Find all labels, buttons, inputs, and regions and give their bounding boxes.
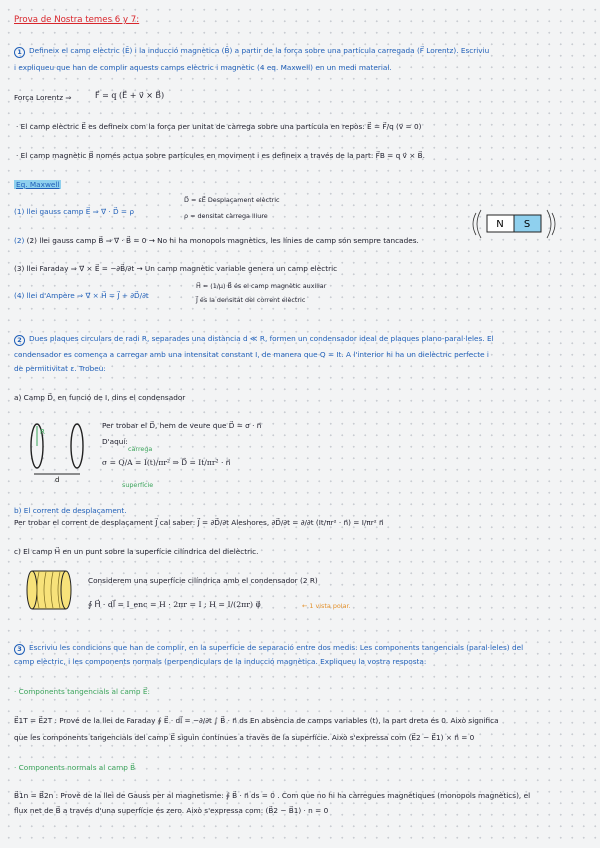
capacitor-plates-diagram [22, 420, 92, 482]
q2b-line: Per trobar el corrent de desplaçament J⃗ cal saber: J⃗ = ∂D⃗/∂t Aleshores, ∂D⃗/∂t = ∂/∂t (It/πr² · n⃗) = I/πr² n⃗ [14, 518, 384, 527]
maxwell-eq-1-note-a: D⃗ = εE⃗ Desplaçament elèctric [184, 196, 280, 204]
q2b-title: b) El corrent de desplaçament. [14, 506, 127, 515]
q3-electric-heading: · Components tangencials al camp E⃗: [14, 687, 150, 696]
maxwell-eq-4-note-a: H⃗ = (1/μ) B⃗ és el camp magnètic auxiliar [196, 282, 327, 290]
q2-intro-line3: de permitivitat ε. Trobeu: [14, 364, 106, 373]
magnet-south-label: S [523, 219, 531, 230]
q2a-note-surface: superfície [122, 481, 154, 489]
q3-number-badge: 3 [14, 644, 25, 655]
maxwell-title: Eq. Maxwell [16, 180, 60, 189]
q2c-note: ← 1 vista polar. [302, 602, 351, 610]
page-title: Prova de Nostra temes 6 y 7: [14, 15, 140, 25]
q3-magnetic-line2: flux net de B⃗ a través d'una superfície és zero. Això s'expressa com: (B⃗2 − B⃗1) · n = 0 [14, 806, 329, 815]
q1-intro-line2: i expliqueu que han de complir aquests camps elèctric i magnètic (4 eq. Maxwell) en un medi material. [14, 63, 392, 72]
magnet-north-label: N [496, 219, 504, 230]
maxwell-eq-4: (4) llei d'Ampère ⇒ ∇⃗ × H⃗ = J⃗ + ∂D⃗/∂t [14, 291, 149, 300]
maxwell-eq-2: (2) (2) llei gauss camp B⃗ ⇒ ∇⃗ · B⃗ = 0 → No hi ha monopols magnètics, les línies de camp són sempre tancades. [14, 236, 419, 245]
maxwell-eq-3: (3) llei Faraday ⇒ ∇⃗ × E⃗ = −∂B⃗/∂t → Un camp magnètic variable genera un camp elèctric [14, 264, 338, 273]
q2a-equation: σ = Q/A = I(t)/πr² ⇒ D⃗ = It/πr² · n⃗ [102, 458, 231, 467]
maxwell-eq-1: (1) llei gauss camp E⃗ ⇒ ∇⃗ · D⃗ = ρ [14, 207, 134, 216]
q2a-note-charge: càrrega [128, 445, 153, 453]
lorentz-label: Força Lorentz ⇒ [14, 93, 72, 102]
q2-intro-line2: condensador es comença a carregar amb una intensitat constant I, de manera que Q = It. A l'interior hi ha un dielèctric perfecte i [14, 350, 489, 359]
q3-electric-line2: que les components tangencials del camp E⃗ siguin contínues a través de la superfície. Això s'expressa com (E⃗2 − E⃗1) × n⃗ = 0 [14, 733, 475, 742]
q3-magnetic-heading: · Components normals al camp B⃗ [14, 763, 136, 772]
plate-radius-label: R [40, 428, 45, 436]
q3-intro-line2: camp elèctric, i les components normals (perpendiculars de la inducció magnètica. Expliqueu la vostra resposta: [14, 657, 427, 666]
magnet-diagram [470, 205, 558, 243]
maxwell-eq-1-note-b: ρ = densitat càrrega lliure [184, 212, 268, 220]
q3-electric-line1: E⃗1T = E⃗2T : Prové de la llei de Faraday ∮ E⃗ · dl⃗ = −∂/∂t ∫ B⃗ · n⃗ ds En absència de camps variables (t), la part dreta és 0. Això significa [14, 716, 499, 725]
lorentz-equation: F⃗ = q (E⃗ + v⃗ × B⃗) [95, 91, 165, 100]
q3-magnetic-line1: B⃗1n = B⃗2n : Prové de la llei de Gauss per al magnetisme: ∮ B⃗ · n⃗ ds = 0 . Com que no hi ha càrregues magnètiques (monopols magnètics), el [14, 791, 531, 800]
q2-intro-line1: 2 Dues plaques circulars de radi R, separades una distància d ≪ R, formen un condensador ideal de plaques plano-paral·leles. El [14, 334, 494, 346]
q2a-title: a) Camp D⃗, en funció de I, dins el condensador [14, 393, 186, 402]
maxwell-eq-4-note-b: J⃗ és la densitat del corrent elèctric [196, 296, 306, 304]
plate-distance-label: d [55, 476, 60, 482]
q1-intro-line1: 1 Defineix el camp elèctric (Ē) i la inducció magnètica (B̄) a partir de la força sobre una partícula carregada (F⃗ Lorentz). Escriviu [14, 46, 489, 58]
q2-number-badge: 2 [14, 335, 25, 346]
q2a-line2: D'aquí: [102, 437, 128, 446]
cylinder-diagram [26, 567, 76, 613]
q1-number-badge: 1 [14, 47, 25, 58]
magnetic-field-definition: · El camp magnètic B⃗ només actua sobre partícules en moviment i es defineix a través de la part: F⃗B = q v⃗ × B⃗. [16, 151, 425, 160]
q2a-line1: Per trobar el D⃗, hem de veure que D⃗ = σ · n⃗ [102, 421, 262, 430]
q2c-line1: Considerem una superfície cilíndrica amb el condensador (2 R) [88, 576, 318, 585]
electric-field-definition: · El camp elèctric E⃗ es defineix com la força per unitat de càrrega sobre una partícula en repòs: E⃗ = F⃗/q (v⃗ = 0) [16, 122, 422, 131]
q2c-equation: ∮ H⃗ · dl⃗ = I_enc = H · 2πr = I ; H = I/(2πr) φ⃗ [88, 600, 261, 609]
q3-intro-line1: 3 Escriviu les condicions que han de complir, en la superfície de separació entre dos medis: Les components tangencials (paral·leles) del [14, 643, 523, 655]
q2c-title: c) El camp H⃗ en un punt sobre la superfície cilíndrica del dielèctric. [14, 547, 259, 556]
